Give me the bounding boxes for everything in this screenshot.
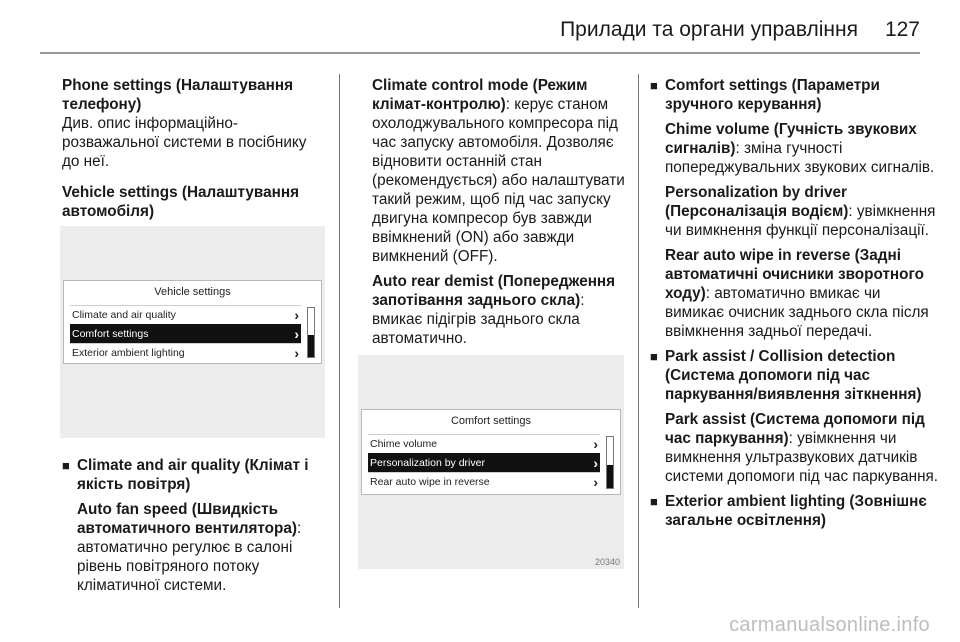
chevron-right-icon: › [294, 307, 299, 323]
vehicle-settings-screen [63, 280, 322, 364]
chime-volume-item: Chime volume (Гучність звукових сигналів): зміна гучності попереджувальних звукових сигналів. [665, 121, 935, 176]
menu-item-chime: Chime volume › [370, 436, 598, 452]
phone-settings-text: Див. опис інформаційно-розважальної системи в посібнику до неї. [62, 115, 307, 170]
comfort-bullet: ■ Comfort settings (Параметри зручного керування) Chime volume (Гучність звукових сигналів): зміна гучності попереджувальних звукових сигналів. Personalization by driver (Персоналізація водієм): увімкнення чи вимкнення функції персоналізації. Rear auto wipe in reverse (Задні автоматичні очисники зворотного ходу): автоматично вмикає чи вимикає очисник заднього скла після ввімкнення задньої передачі. [650, 76, 942, 341]
chevron-right-icon: › [294, 326, 299, 342]
scrollbar-thumb [607, 465, 613, 488]
climate-section [62, 456, 324, 595]
vehicle-settings-figure [60, 226, 325, 438]
scrollbar [606, 436, 614, 489]
exterior-lighting-bullet: ■ Exterior ambient lighting (Зовнішнє загальне освітлення) [650, 493, 927, 529]
park-assist-bullet: ■ Park assist / Collision detection (Система допомоги під час паркування/виявлення зіткнення) Park assist (Система допомоги під час паркування): увімкнення чи вимкнення ультразвукових датчиків системи допомоги під час паркування. [650, 347, 942, 486]
bullet-square-icon: ■ [650, 78, 658, 93]
header-rule [40, 52, 920, 54]
column-divider [339, 74, 340, 608]
scrollbar-thumb [308, 335, 314, 357]
climate-bullet: ■ Climate and air quality (Клімат і якість повітря) Auto fan speed (Швидкість автоматичного вентилятора): автоматично регулює в салоні рівень повітряного потоку кліматичної системи. [62, 456, 324, 595]
menu-item-comfort: Comfort settings › [72, 326, 299, 342]
column-2 [372, 76, 626, 348]
chevron-right-icon: › [593, 474, 598, 490]
screen-title: Comfort settings [450, 415, 532, 427]
chevron-right-icon: › [593, 436, 598, 452]
figure-code: 20340 [594, 557, 620, 567]
phone-settings-heading: Phone settings (Налаштування телефону) [62, 77, 294, 113]
phone-settings-section [62, 76, 324, 171]
climate-control-mode-item: Climate control mode (Режим клімат-контролю): керує станом охолоджувального компресора під час запуску автомобіля. Дозволяє відновити останній стан (рекомендується) або налаштувати такий режим, щоб під час запуску двигуна компресор був завжди ввімкнений (ON) або завжди вимкнений (OFF). [372, 77, 625, 265]
auto-rear-demist-item: Auto rear demist (Попередження запотівання заднього скла): вмикає підігрів заднього скла автоматично. [372, 273, 616, 347]
chevron-right-icon: › [593, 455, 598, 471]
watermark: carmanualsonline.info [729, 614, 930, 636]
column-divider [638, 74, 639, 608]
page-header [0, 0, 960, 50]
settings-menu [368, 434, 600, 491]
auto-fan-speed-item: Auto fan speed (Швидкість автоматичного вентилятора): автоматично регулює в салоні рівень повітряного потоку кліматичної системи. [77, 501, 302, 594]
menu-item-exterior: Exterior ambient lighting › [72, 345, 299, 361]
menu-item-climate: Climate and air quality › [72, 307, 299, 323]
bullet-square-icon: ■ [650, 349, 658, 364]
page-number: 127 [884, 18, 920, 41]
vehicle-settings-heading: Vehicle settings (Налаштування автомобіля) [62, 184, 299, 220]
menu-item-rear-wipe: Rear auto wipe in reverse › [370, 474, 598, 490]
menu-item-personalization: Personalization by driver › [370, 455, 598, 471]
bullet-square-icon: ■ [62, 458, 70, 473]
column-1 [62, 76, 324, 221]
scrollbar [307, 307, 315, 358]
chevron-right-icon: › [294, 345, 299, 361]
column-3 [650, 76, 942, 530]
comfort-settings-figure [358, 355, 624, 569]
rear-wipe-item: Rear auto wipe in reverse (Задні автоматичні очисники зворотного ходу): автоматично вмикає чи вимикає очисник заднього скла після ввімкнення задньої передачі. [665, 247, 929, 340]
comfort-settings-screen [361, 409, 621, 495]
page-title: Прилади та органи управління [560, 18, 858, 41]
settings-menu [70, 305, 301, 362]
personalization-item: Personalization by driver (Персоналізація водієм): увімкнення чи вимкнення функції персоналізації. [665, 184, 936, 239]
bullet-square-icon: ■ [650, 494, 658, 509]
park-assist-item: Park assist (Система допомоги під час паркування): увімкнення чи вимкнення ультразвукових датчиків системи допомоги під час паркування. [665, 411, 939, 485]
screen-title: Vehicle settings [154, 286, 231, 298]
